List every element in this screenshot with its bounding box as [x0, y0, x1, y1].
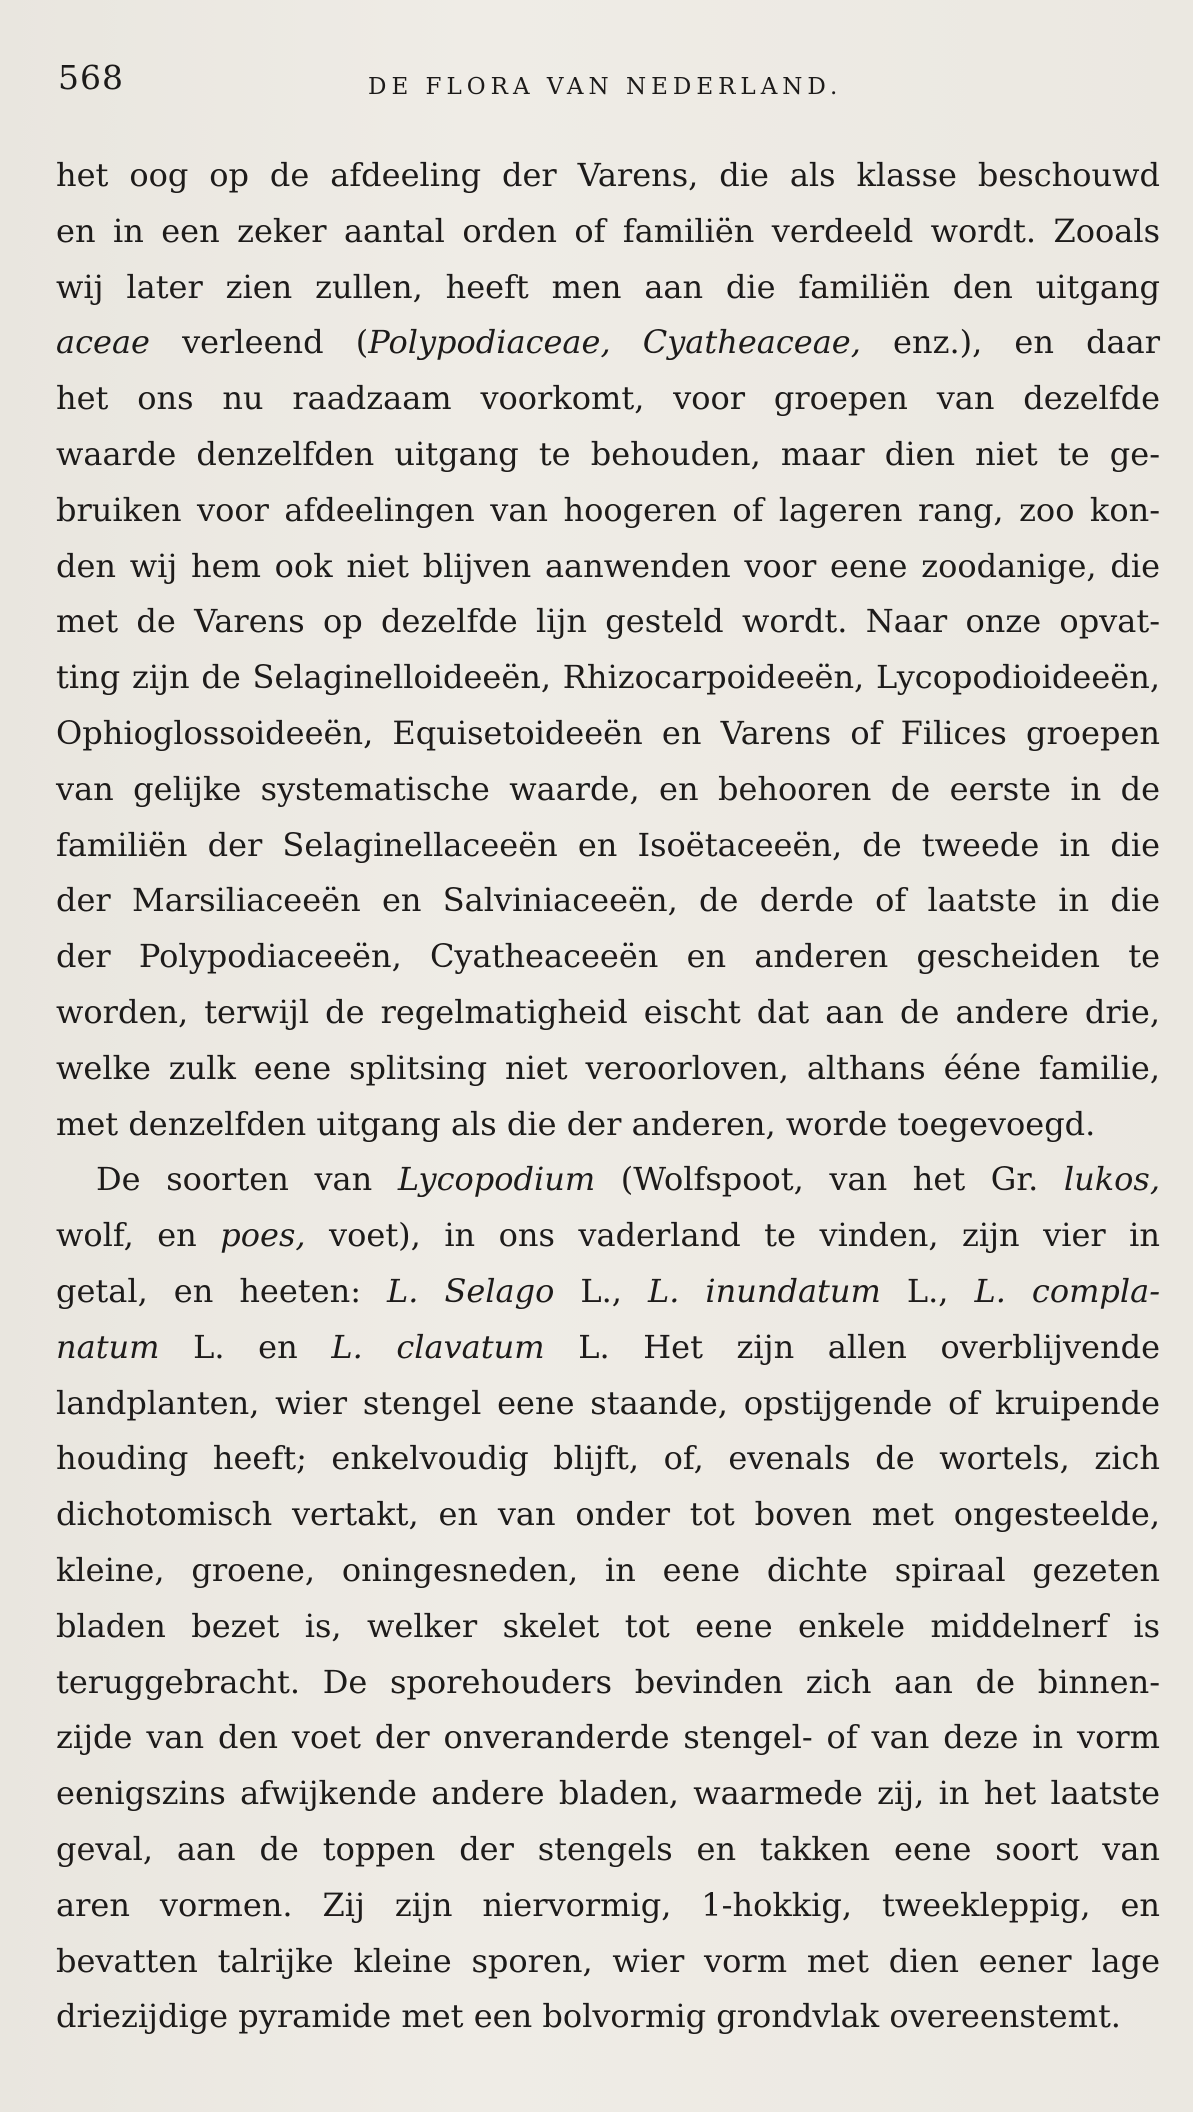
text-segment: dichotomisch vertakt, en van onder tot boven met ongesteelde,	[56, 1495, 1160, 1534]
page-header	[58, 58, 1148, 108]
text-segment: het ons nu raadzaam voorkomt, voor groepen van dezelfde	[56, 379, 1160, 418]
text-segment: L. Het zijn allen overblijvende	[544, 1327, 1161, 1366]
page-number: 568	[58, 58, 124, 97]
text-line	[56, 650, 1160, 706]
text-line	[56, 1208, 1160, 1264]
text-line	[56, 1989, 1160, 2045]
text-segment: waarde denzelfden uitgang te behouden, maar dien niet te ge-	[56, 434, 1160, 473]
text-line	[56, 1543, 1160, 1599]
italic-text-segment: aceae	[56, 323, 150, 362]
text-line	[56, 873, 1160, 929]
text-line	[56, 427, 1160, 483]
text-segment: voet), in ons vaderland te vinden, zijn vier in	[305, 1216, 1161, 1255]
text-line	[56, 1041, 1160, 1097]
text-segment: wij later zien zullen, heeft men aan die familiën den uitgang	[56, 267, 1160, 306]
text-segment: driezijdige pyramide met een bolvormig grondvlak overeenstemt.	[56, 1997, 1121, 2036]
text-segment: geval, aan de toppen der stengels en takken eene soort van	[56, 1829, 1160, 1868]
italic-text-segment: lukos,	[1063, 1160, 1161, 1199]
text-segment: enz.), en daar	[860, 323, 1160, 362]
italic-text-segment: L. clavatum	[331, 1327, 545, 1366]
text-line	[56, 1376, 1160, 1432]
text-segment: van gelijke systematische waarde, en behooren de eerste in de	[56, 769, 1160, 808]
text-line	[56, 1487, 1160, 1543]
text-segment: houding heeft; enkelvoudig blijft, of, evenals de wortels, zich	[56, 1439, 1160, 1478]
text-segment: wolf, en	[56, 1216, 221, 1255]
text-segment: met de Varens op dezelfde lijn gesteld wordt. Naar onze opvat-	[56, 602, 1160, 641]
text-segment: met denzelfden uitgang als die der anderen, worde toegevoegd.	[56, 1104, 1096, 1143]
text-line	[56, 1431, 1160, 1487]
text-line	[56, 1599, 1160, 1655]
text-segment: familiën der Selaginellaceeën en Isoëtaceeën, de tweede in die	[56, 825, 1160, 864]
text-segment: bevatten talrijke kleine sporen, wier vorm met dien eener lage	[56, 1941, 1160, 1980]
text-line	[56, 1766, 1160, 1822]
text-segment: het oog op de afdeeling der Varens, die als klasse beschouwd	[56, 156, 1160, 194]
text-line	[56, 315, 1160, 371]
text-line	[56, 371, 1160, 427]
text-line	[56, 762, 1160, 818]
text-line	[56, 204, 1160, 260]
text-segment: teruggebracht. De sporehouders bevinden zich aan de binnen-	[56, 1662, 1160, 1701]
text-segment: getal, en heeten:	[56, 1271, 388, 1310]
italic-text-segment: L. compla-	[974, 1271, 1161, 1310]
text-segment: (Wolfspoot, van het Gr.	[595, 1160, 1064, 1199]
text-segment: der Polypodiaceeën, Cyatheaceeën en anderen gescheiden te	[56, 937, 1160, 976]
italic-text-segment: natum	[56, 1327, 160, 1366]
text-segment: den wij hem ook niet blijven aanwenden voor eene zoodanige, die	[56, 546, 1160, 585]
text-segment: bruiken voor afdeelingen van hoogeren of lageren rang, zoo kon-	[56, 490, 1160, 529]
text-line	[56, 539, 1160, 595]
text-segment: L.,	[554, 1271, 648, 1310]
text-line	[56, 1097, 1160, 1153]
text-line	[56, 260, 1160, 316]
text-line	[56, 985, 1160, 1041]
text-line	[56, 1264, 1160, 1320]
text-line	[56, 1878, 1160, 1934]
text-line	[56, 1710, 1160, 1766]
text-segment: landplanten, wier stengel eene staande, opstijgende of kruipende	[56, 1383, 1160, 1422]
text-segment: eenigszins afwijkende andere bladen, waarmede zij, in het laatste	[56, 1774, 1160, 1813]
text-segment: verleend (	[149, 323, 369, 362]
text-segment: L. en	[159, 1327, 332, 1366]
italic-text-segment: L. Selago	[387, 1271, 555, 1310]
italic-text-segment: Lycopodium	[397, 1160, 596, 1199]
text-line	[56, 148, 1160, 204]
text-segment: L.,	[880, 1271, 975, 1310]
text-line	[56, 929, 1160, 985]
text-segment: worden, terwijl de regelmatigheid eischt dat aan de andere drie,	[56, 992, 1160, 1031]
text-segment: bladen bezet is, welker skelet tot eene enkele middelnerf is	[56, 1606, 1160, 1645]
text-segment: der Marsiliaceeën en Salviniaceeën, de derde of laatste in die	[56, 881, 1160, 920]
body-text	[56, 148, 1160, 2045]
italic-text-segment: L. inundatum	[647, 1271, 881, 1310]
text-line	[56, 818, 1160, 874]
text-segment: aren vormen. Zij zijn niervormig, 1-hokkig, tweekleppig, en	[56, 1885, 1160, 1924]
italic-text-segment: Polypodiaceae, Cyatheaceae,	[368, 323, 861, 362]
text-segment: ting zijn de Selaginelloideeën, Rhizocarpoideeën, Lycopodioideeën,	[56, 658, 1160, 697]
text-line	[56, 1152, 1160, 1208]
running-title: DE FLORA VAN NEDERLAND.	[368, 74, 843, 100]
text-segment: De soorten van	[96, 1160, 398, 1199]
text-line	[56, 483, 1160, 539]
italic-text-segment: poes,	[220, 1216, 306, 1255]
text-segment: zijde van den voet der onveranderde stengel- of van deze in vorm	[56, 1718, 1160, 1757]
text-line	[56, 1934, 1160, 1990]
text-segment: kleine, groene, oningesneden, in eene dichte spiraal gezeten	[56, 1550, 1160, 1589]
text-segment: Ophioglossoideeën, Equisetoideeën en Varens of Filices groepen	[56, 713, 1160, 752]
text-line	[56, 594, 1160, 650]
text-segment: en in een zeker aantal orden of familiën verdeeld wordt. Zooals	[56, 211, 1160, 250]
text-line	[56, 706, 1160, 762]
text-segment: welke zulk eene splitsing niet veroorloven, althans ééne familie,	[56, 1048, 1160, 1087]
text-line	[56, 1320, 1160, 1376]
text-line	[56, 1822, 1160, 1878]
text-line	[56, 1655, 1160, 1711]
